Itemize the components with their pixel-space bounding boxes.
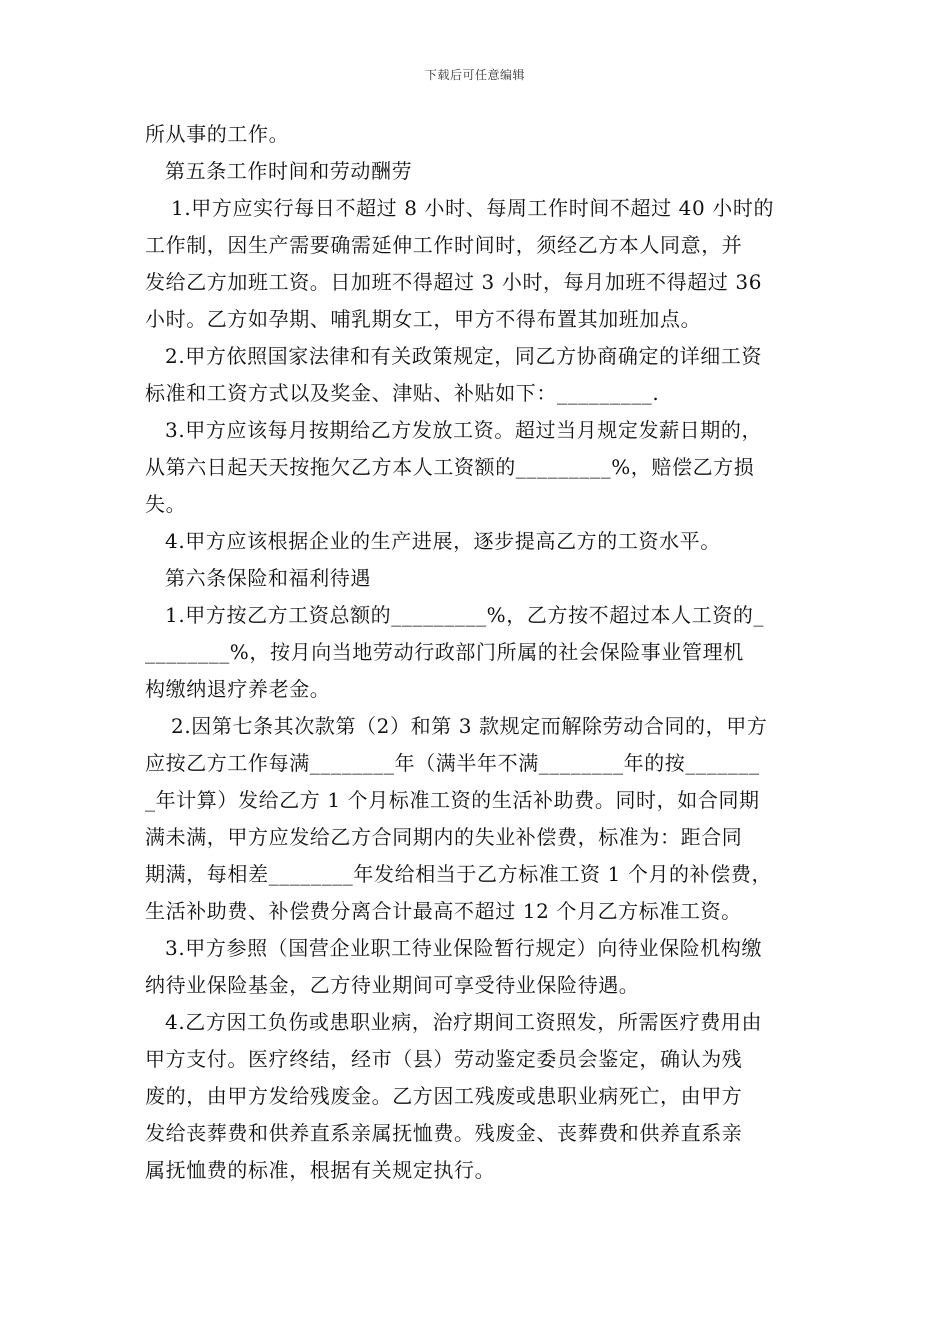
text-line: 属抚恤费的标准，根据有关规定执行。 <box>145 1158 496 1182</box>
text-line: 所从事的工作。 <box>145 122 290 146</box>
text-line: 生活补助费、补偿费分离合计最高不超过 12 个月乙方标准工资。 <box>145 899 742 923</box>
text-line: 期满，每相差________年发给相当于乙方标准工资 1 个月的补偿费， <box>145 862 773 886</box>
text-line: 满未满，甲方应发给乙方合同期内的失业补偿费，标准为：距合同 <box>145 825 743 849</box>
text-line: 废的，由甲方发给残废金。乙方因工残废或患职业病死亡，由甲方 <box>145 1084 743 1108</box>
text-line: 2.甲方依照国家法律和有关政策规定，同乙方协商确定的详细工资 <box>165 344 763 368</box>
text-line: 4.乙方因工负伤或患职业病，治疗期间工资照发，所需医疗费用由 <box>165 1010 763 1034</box>
text-line: 1.甲方按乙方工资总额的_________%，乙方按不超过本人工资的_ <box>165 603 765 627</box>
text-line: 发给乙方加班工资。日加班不得超过 3 小时，每月加班不得超过 36 <box>145 270 763 294</box>
text-line: 小时。乙方如孕期、哺乳期女工，甲方不得布置其加班加点。 <box>145 307 702 331</box>
text-line: 第六条保险和福利待遇 <box>165 566 371 590</box>
text-line: 工作制，因生产需要确需延伸工作时间时，须经乙方本人同意，并 <box>145 233 743 257</box>
text-line: 3.甲方应该每月按期给乙方发放工资。超过当月规定发薪日期的， <box>165 418 763 442</box>
text-line: 甲方支付。医疗终结，经市（县）劳动鉴定委员会鉴定，确认为残 <box>145 1047 743 1071</box>
text-line: 应按乙方工作每满________年（满半年不满________年的按_______ <box>145 751 760 775</box>
text-line: 2.因第七条其次款第（2）和第 3 款规定而解除劳动合同的，甲方 <box>171 714 768 738</box>
text-line: 纳待业保险基金，乙方待业期间可享受待业保险待遇。 <box>145 973 640 997</box>
text-line: 失。 <box>145 492 187 516</box>
text-line: 3.甲方参照（国营企业职工待业保险暂行规定）向待业保险机构缴 <box>165 936 763 960</box>
text-line: 从第六日起天天按拖欠乙方本人工资额的_________%，赔偿乙方损 <box>145 455 755 479</box>
text-line: 1.甲方应实行每日不超过 8 小时、每周工作时间不超过 40 小时的 <box>171 196 775 220</box>
text-line: 构缴纳退疗养老金。 <box>145 677 331 701</box>
text-line: 发给丧葬费和供养直系亲属抚恤费。残废金、丧葬费和供养直系亲 <box>145 1121 743 1145</box>
text-line: ________%，按月向当地劳动行政部门所属的社会保险事业管理机 <box>145 640 744 664</box>
text-line: 第五条工作时间和劳动酬劳 <box>165 159 413 183</box>
text-line: _年计算）发给乙方 1 个月标准工资的生活补助费。同时，如合同期 <box>145 788 760 812</box>
text-line: 4.甲方应该根据企业的生产进展，逐步提高乙方的工资水平。 <box>165 529 721 553</box>
document-body <box>145 116 810 1189</box>
page-header: 下载后可任意编辑 <box>424 68 525 82</box>
text-line: 标准和工资方式以及奖金、津贴、补贴如下：_________. <box>145 381 660 405</box>
